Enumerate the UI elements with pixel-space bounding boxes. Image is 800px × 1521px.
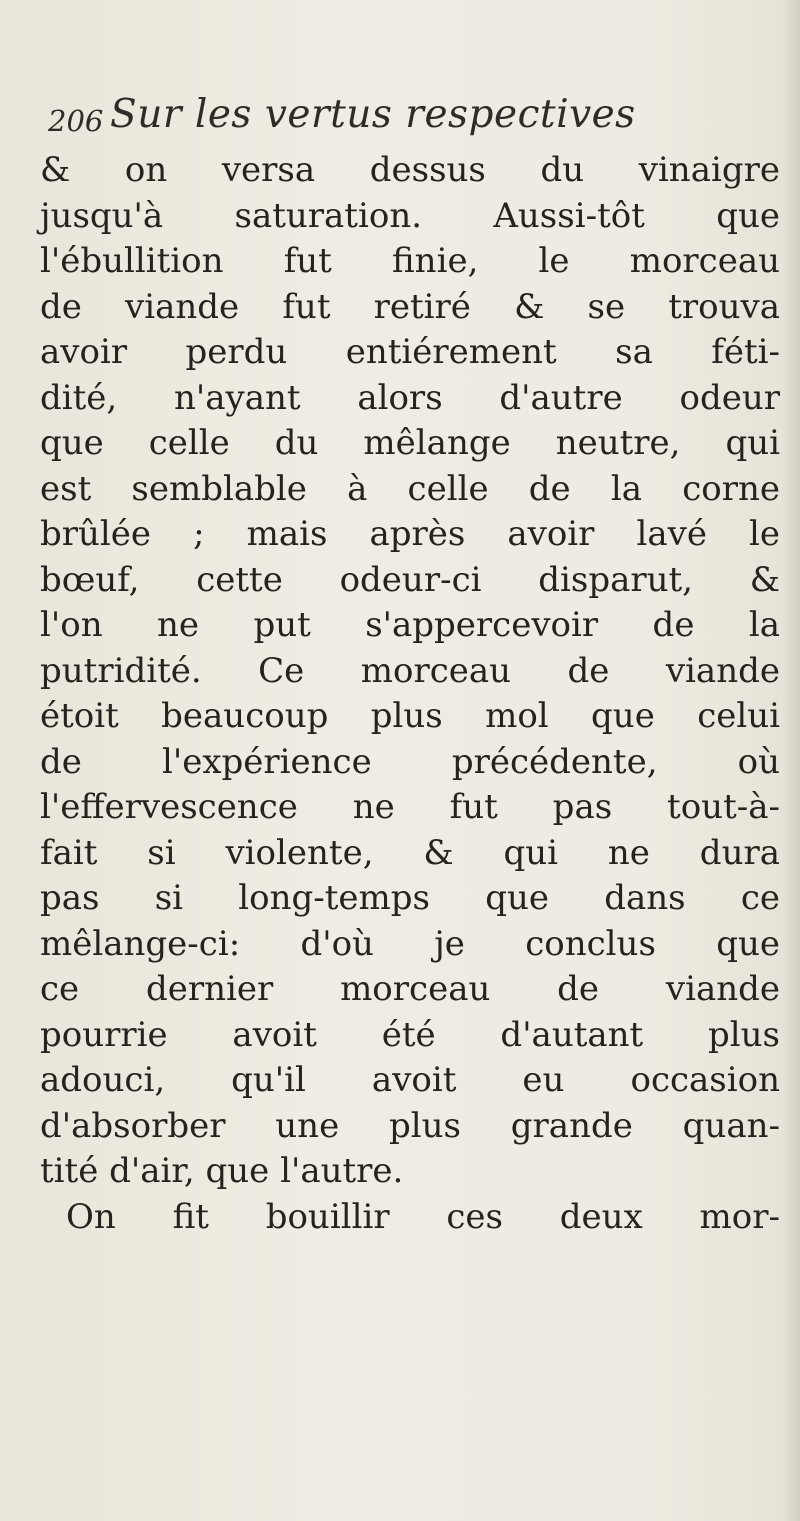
- text-line: On fit bouillir ces deux mor-: [66, 1196, 780, 1237]
- text-line: de viande fut retiré & se trouva: [40, 286, 780, 327]
- text-line: pas si long-temps que dans ce: [40, 878, 780, 918]
- text-line: fait si violente, & qui ne dura: [40, 832, 780, 873]
- text-line: étoit beaucoup plus mol que celui: [40, 696, 780, 736]
- text-line: que celle du mêlange neutre, qui: [40, 423, 780, 463]
- text-line: bœuf, cette odeur-ci disparut, &: [40, 559, 780, 600]
- text-line: de l'expérience précédente, où: [40, 741, 780, 782]
- text-line: mêlange-ci: d'où je conclus que: [40, 923, 780, 964]
- running-head: Sur les vertus respectives: [110, 92, 636, 137]
- text-line: l'effervescence ne fut pas tout-à-: [40, 787, 780, 827]
- text-line: est semblable à celle de la corne: [40, 468, 780, 509]
- body-text: [40, 148, 780, 1240]
- page-edge-shadow: [782, 0, 800, 1521]
- text-line: dité, n'ayant alors d'autre odeur: [40, 377, 780, 418]
- text-line: d'absorber une plus grande quan-: [40, 1105, 780, 1146]
- text-line: adouci, qu'il avoit eu occasion: [40, 1060, 780, 1100]
- text-line: pourrie avoit été d'autant plus: [40, 1014, 780, 1055]
- text-line: & on versa dessus du vinaigre: [40, 150, 780, 190]
- page-number: 206: [48, 104, 104, 138]
- text-line: l'ébullition fut finie, le morceau: [40, 241, 780, 281]
- text-line: jusqu'à saturation. Aussi-tôt que: [40, 195, 780, 236]
- text-line: brûlée ; mais après avoir lavé le: [40, 514, 780, 554]
- text-line: tité d'air, que l'autre.: [40, 1151, 404, 1191]
- text-line: l'on ne put s'appercevoir de la: [40, 605, 780, 645]
- page-header: [48, 92, 768, 144]
- text-line: avoir perdu entiérement sa féti-: [40, 332, 780, 372]
- text-line: putridité. Ce morceau de viande: [40, 650, 780, 691]
- text-line: ce dernier morceau de viande: [40, 969, 780, 1009]
